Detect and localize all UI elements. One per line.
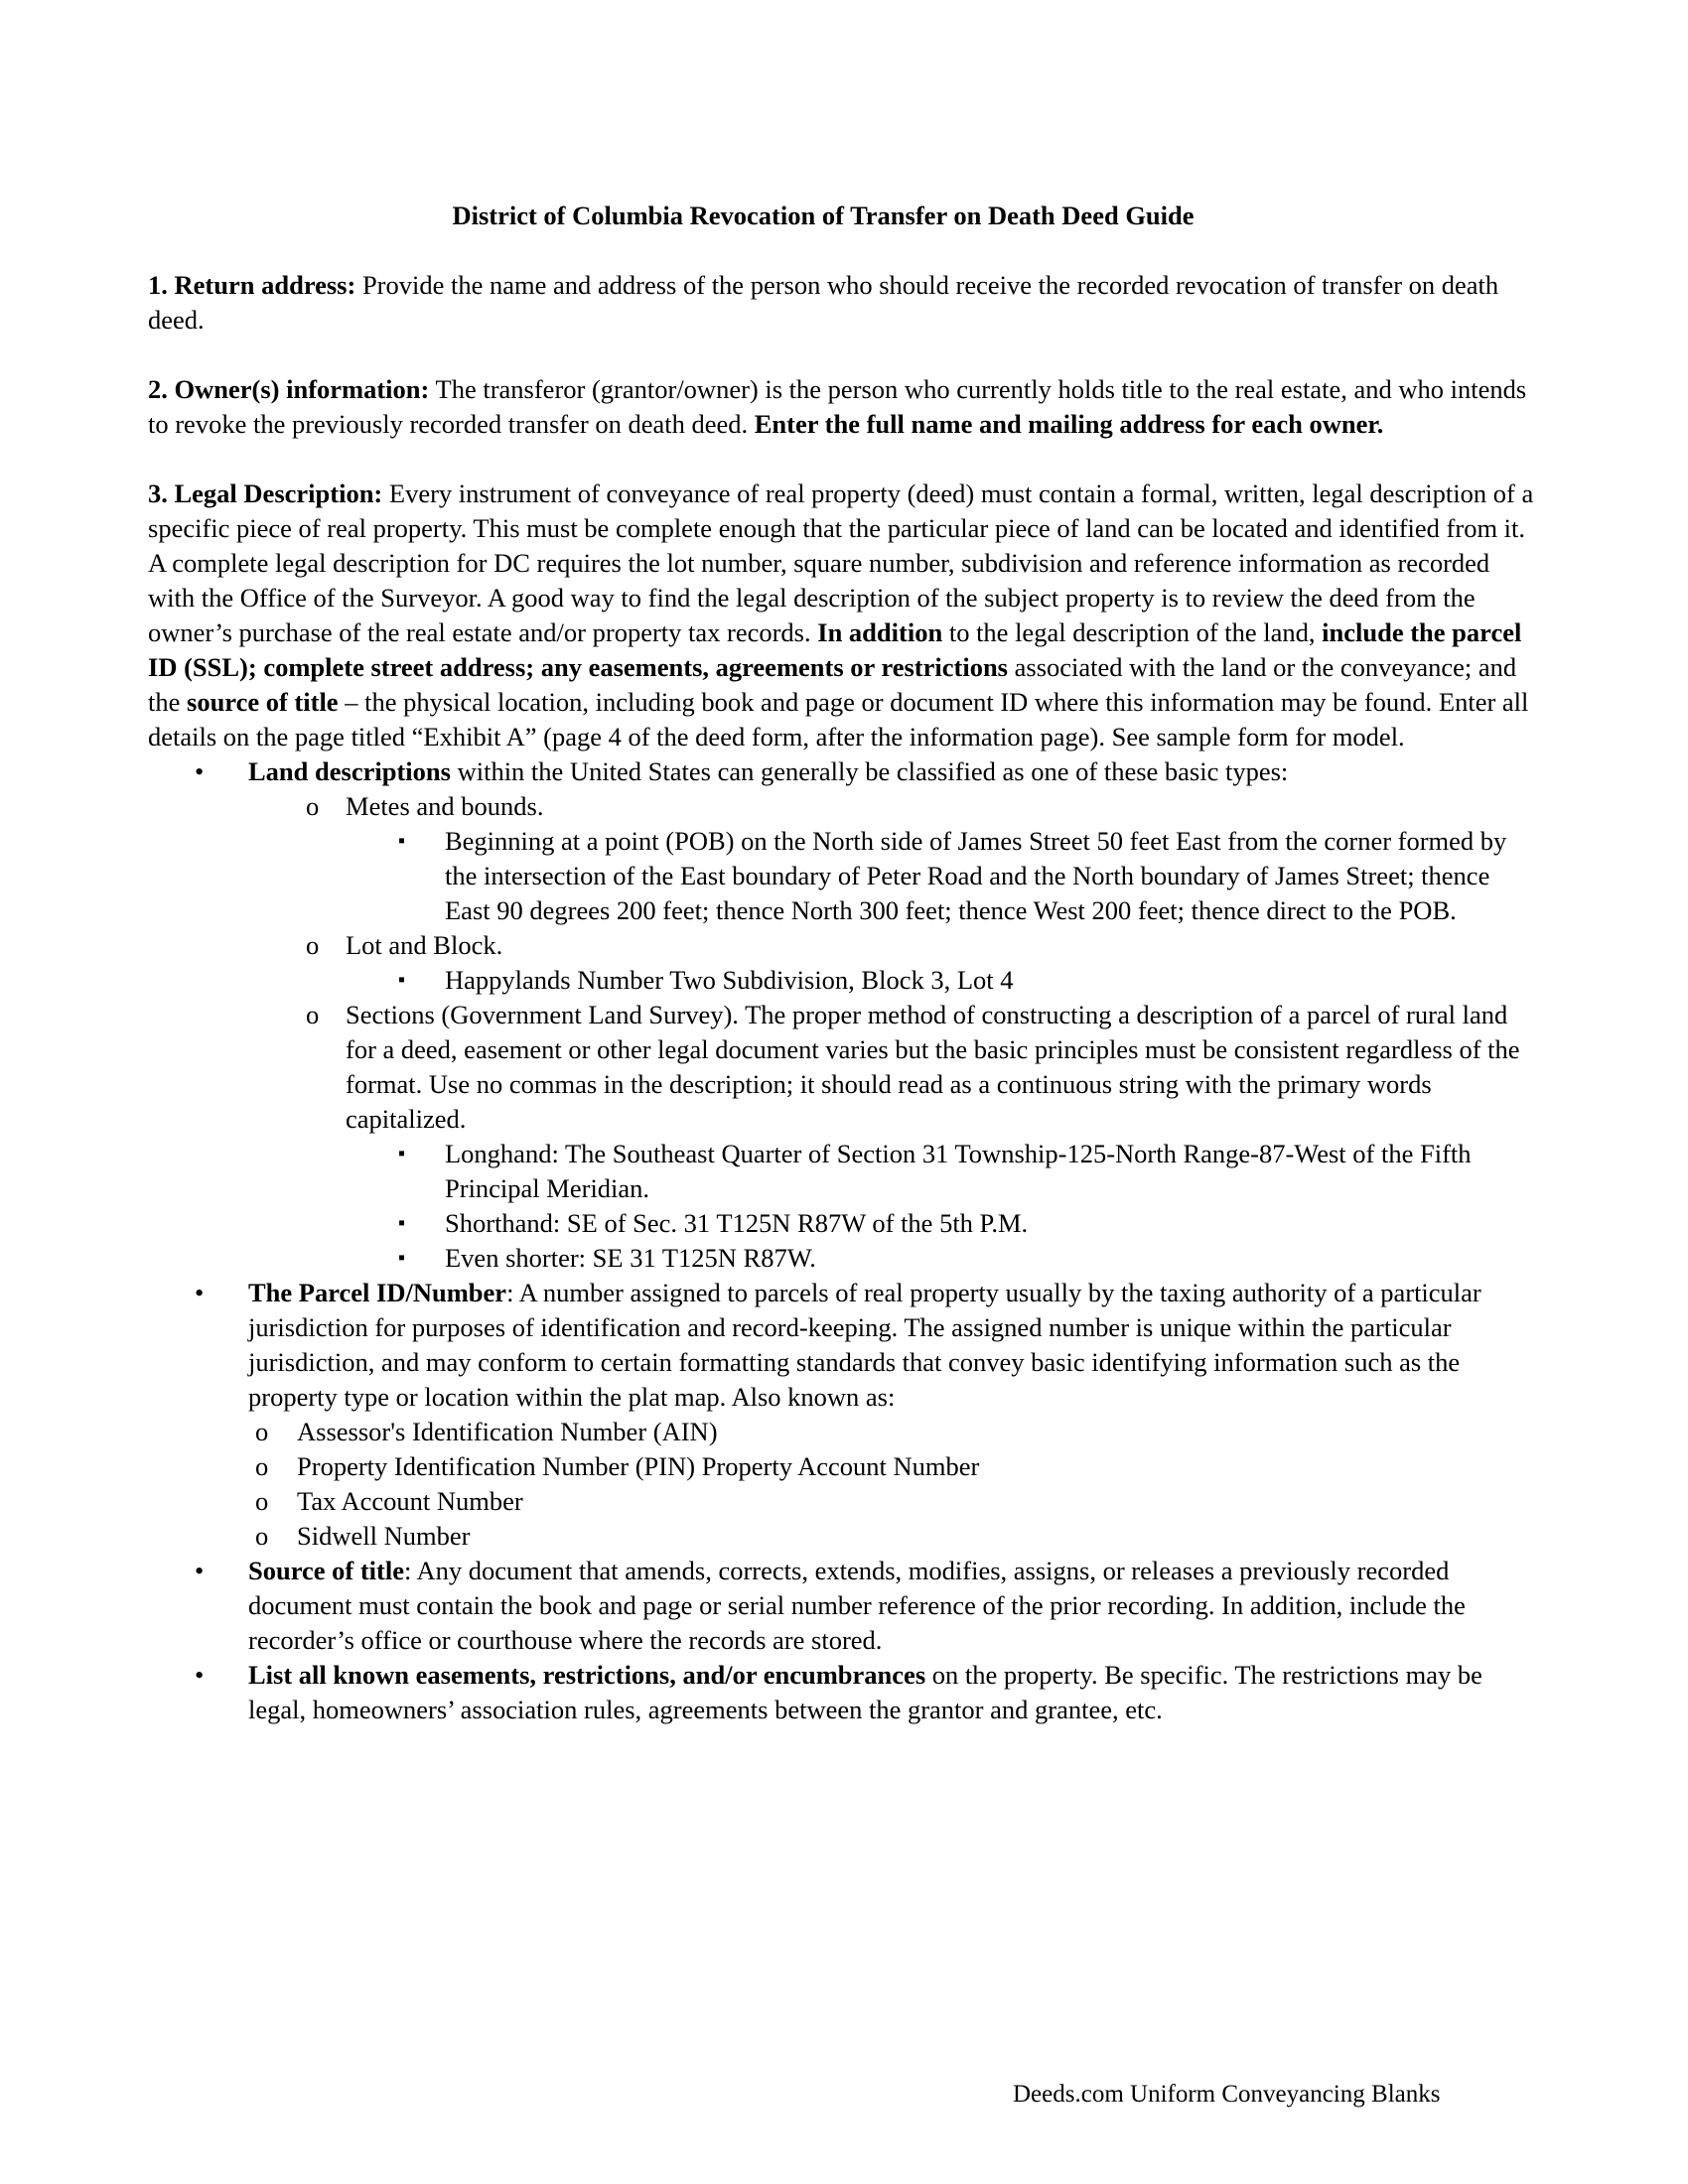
section-emphasis: source of title bbox=[187, 687, 339, 717]
land-type-sections bbox=[248, 998, 1538, 1276]
bullet-source-of-title bbox=[148, 1554, 1538, 1658]
section-text: Every instrument of conveyance of real property (deed) must contain a formal, written, legal description of a specific piece of real property. This must be complete enough that the particular piece of land can be located and identified from it. A complete legal description for DC requires the lot number, square number, subdivision and reference information as recorded with the Office of the Surveyor. A good way to find the legal description of the subject property is to review the deed from the owner’s purchase of the real estate and/or property tax records. bbox=[148, 478, 1534, 647]
bullet-easements bbox=[148, 1658, 1538, 1727]
section-text: The transferor (grantor/owner) is the person who currently holds title to the real estate, and who intends to revoke the previously recorded transfer on death deed. bbox=[148, 374, 1527, 439]
section-label: 2. Owner(s) information: bbox=[148, 374, 430, 404]
document-body bbox=[148, 199, 1538, 1727]
land-type-lot-and-block bbox=[248, 928, 1538, 998]
land-type-list bbox=[248, 789, 1538, 1276]
example-list bbox=[346, 824, 1538, 928]
land-type-metes-and-bounds bbox=[248, 789, 1538, 928]
bullet-list-continued bbox=[148, 1554, 1538, 1727]
land-type-label: Metes and bounds. bbox=[346, 791, 544, 821]
example-list bbox=[346, 963, 1538, 998]
section-text: – the physical location, including book and page or document ID where this information may be found. Enter all details on the page titled “Exhibit A” (page 4 of the deed form, after the information page). See sample form for model. bbox=[148, 687, 1529, 751]
alias-item-sidwell: o Sidwell Number bbox=[148, 1519, 1538, 1554]
section-label: 1. Return address: bbox=[148, 270, 356, 300]
bullet-label: The Parcel ID/Number bbox=[248, 1278, 507, 1307]
bullet-parcel-id bbox=[148, 1276, 1538, 1415]
document-title: District of Columbia Revocation of Transfer on Death Deed Guide bbox=[452, 201, 1195, 230]
footer-text: Deeds.com Uniform Conveyancing Blanks bbox=[1013, 2081, 1441, 2108]
bullet-text: on the property. Be specific. The restrictions may be legal, homeowners’ association rules, agreements between the grantor and grantee, etc. bbox=[248, 1660, 1482, 1724]
example-item-even-shorter: ▪ Even shorter: SE 31 T125N R87W. bbox=[346, 1241, 1538, 1276]
section-text: Provide the name and address of the person who should receive the recorded revocation of transfer on death deed. bbox=[148, 270, 1499, 335]
section-return-address bbox=[148, 268, 1538, 338]
bullet-label: Source of title bbox=[248, 1556, 404, 1585]
land-type-label: Lot and Block. bbox=[346, 930, 503, 960]
section-owner-information bbox=[148, 372, 1538, 442]
example-item-shorthand: ▪ Shorthand: SE of Sec. 31 T125N R87W of the 5th P.M. bbox=[346, 1206, 1538, 1241]
example-item: ▪ Happylands Number Two Subdivision, Block 3, Lot 4 bbox=[346, 963, 1538, 998]
section-emphasis: include the parcel ID (SSL); complete street address; any easements, agreements or restrictions bbox=[148, 617, 1522, 682]
land-type-label: Sections (Government Land Survey). The proper method of constructing a description of a parcel of rural land for a deed, easement or other legal document varies but the basic principles must be consistent regardless of the format. Use no commas in the description; it should read as a continuous string with the primary words capitalized. bbox=[346, 1000, 1520, 1134]
example-item: ▪ Beginning at a point (POB) on the North side of James Street 50 feet East from the corner formed by the intersection of the East boundary of Peter Road and the North boundary of James Street; thence East 90 degrees 200 feet; thence North 300 feet; thence West 200 feet; thence direct to the POB. bbox=[346, 824, 1538, 928]
bullet-text: : A number assigned to parcels of real property usually by the taxing authority of a particular jurisdiction for purposes of identification and record-keeping. The assigned number is unique within the particular jurisdiction, and may conform to certain formatting standards that convey basic identifying information such as the property type or location within the plat map. Also known as: bbox=[248, 1278, 1481, 1412]
example-list bbox=[346, 1137, 1538, 1276]
example-item-longhand: ▪ Longhand: The Southeast Quarter of Section 31 Township-125-North Range-87-West of the Fifth Principal Meridian. bbox=[346, 1137, 1538, 1206]
bullet-label: List all known easements, restrictions, and/or encumbrances bbox=[248, 1660, 926, 1690]
alias-item-pin: o Property Identification Number (PIN) Property Account Number bbox=[148, 1449, 1538, 1484]
parcel-alias-list bbox=[148, 1415, 1538, 1554]
section-emphasis: Enter the full name and mailing address for each owner. bbox=[754, 409, 1384, 439]
bullet-land-descriptions bbox=[148, 754, 1538, 1276]
bullet-text: : Any document that amends, corrects, extends, modifies, assigns, or releases a previously recorded document must contain the book and page or serial number reference of the prior recording. In addition, include the recorder’s office or courthouse where the records are stored. bbox=[248, 1556, 1466, 1655]
alias-item-tax-account: o Tax Account Number bbox=[148, 1484, 1538, 1519]
section-legal-description bbox=[148, 477, 1538, 754]
section-text: to the legal description of the land, bbox=[942, 617, 1323, 647]
section-emphasis: In addition bbox=[817, 617, 943, 647]
section-text: associated with the land or the conveyance; and the bbox=[148, 652, 1517, 717]
alias-item-ain: o Assessor's Identification Number (AIN) bbox=[148, 1415, 1538, 1449]
bullet-text: within the United States can generally be classified as one of these basic types: bbox=[450, 756, 1289, 786]
bullet-label: Land descriptions bbox=[248, 756, 451, 786]
section-label: 3. Legal Description: bbox=[148, 478, 383, 508]
bullet-list bbox=[148, 754, 1538, 1415]
